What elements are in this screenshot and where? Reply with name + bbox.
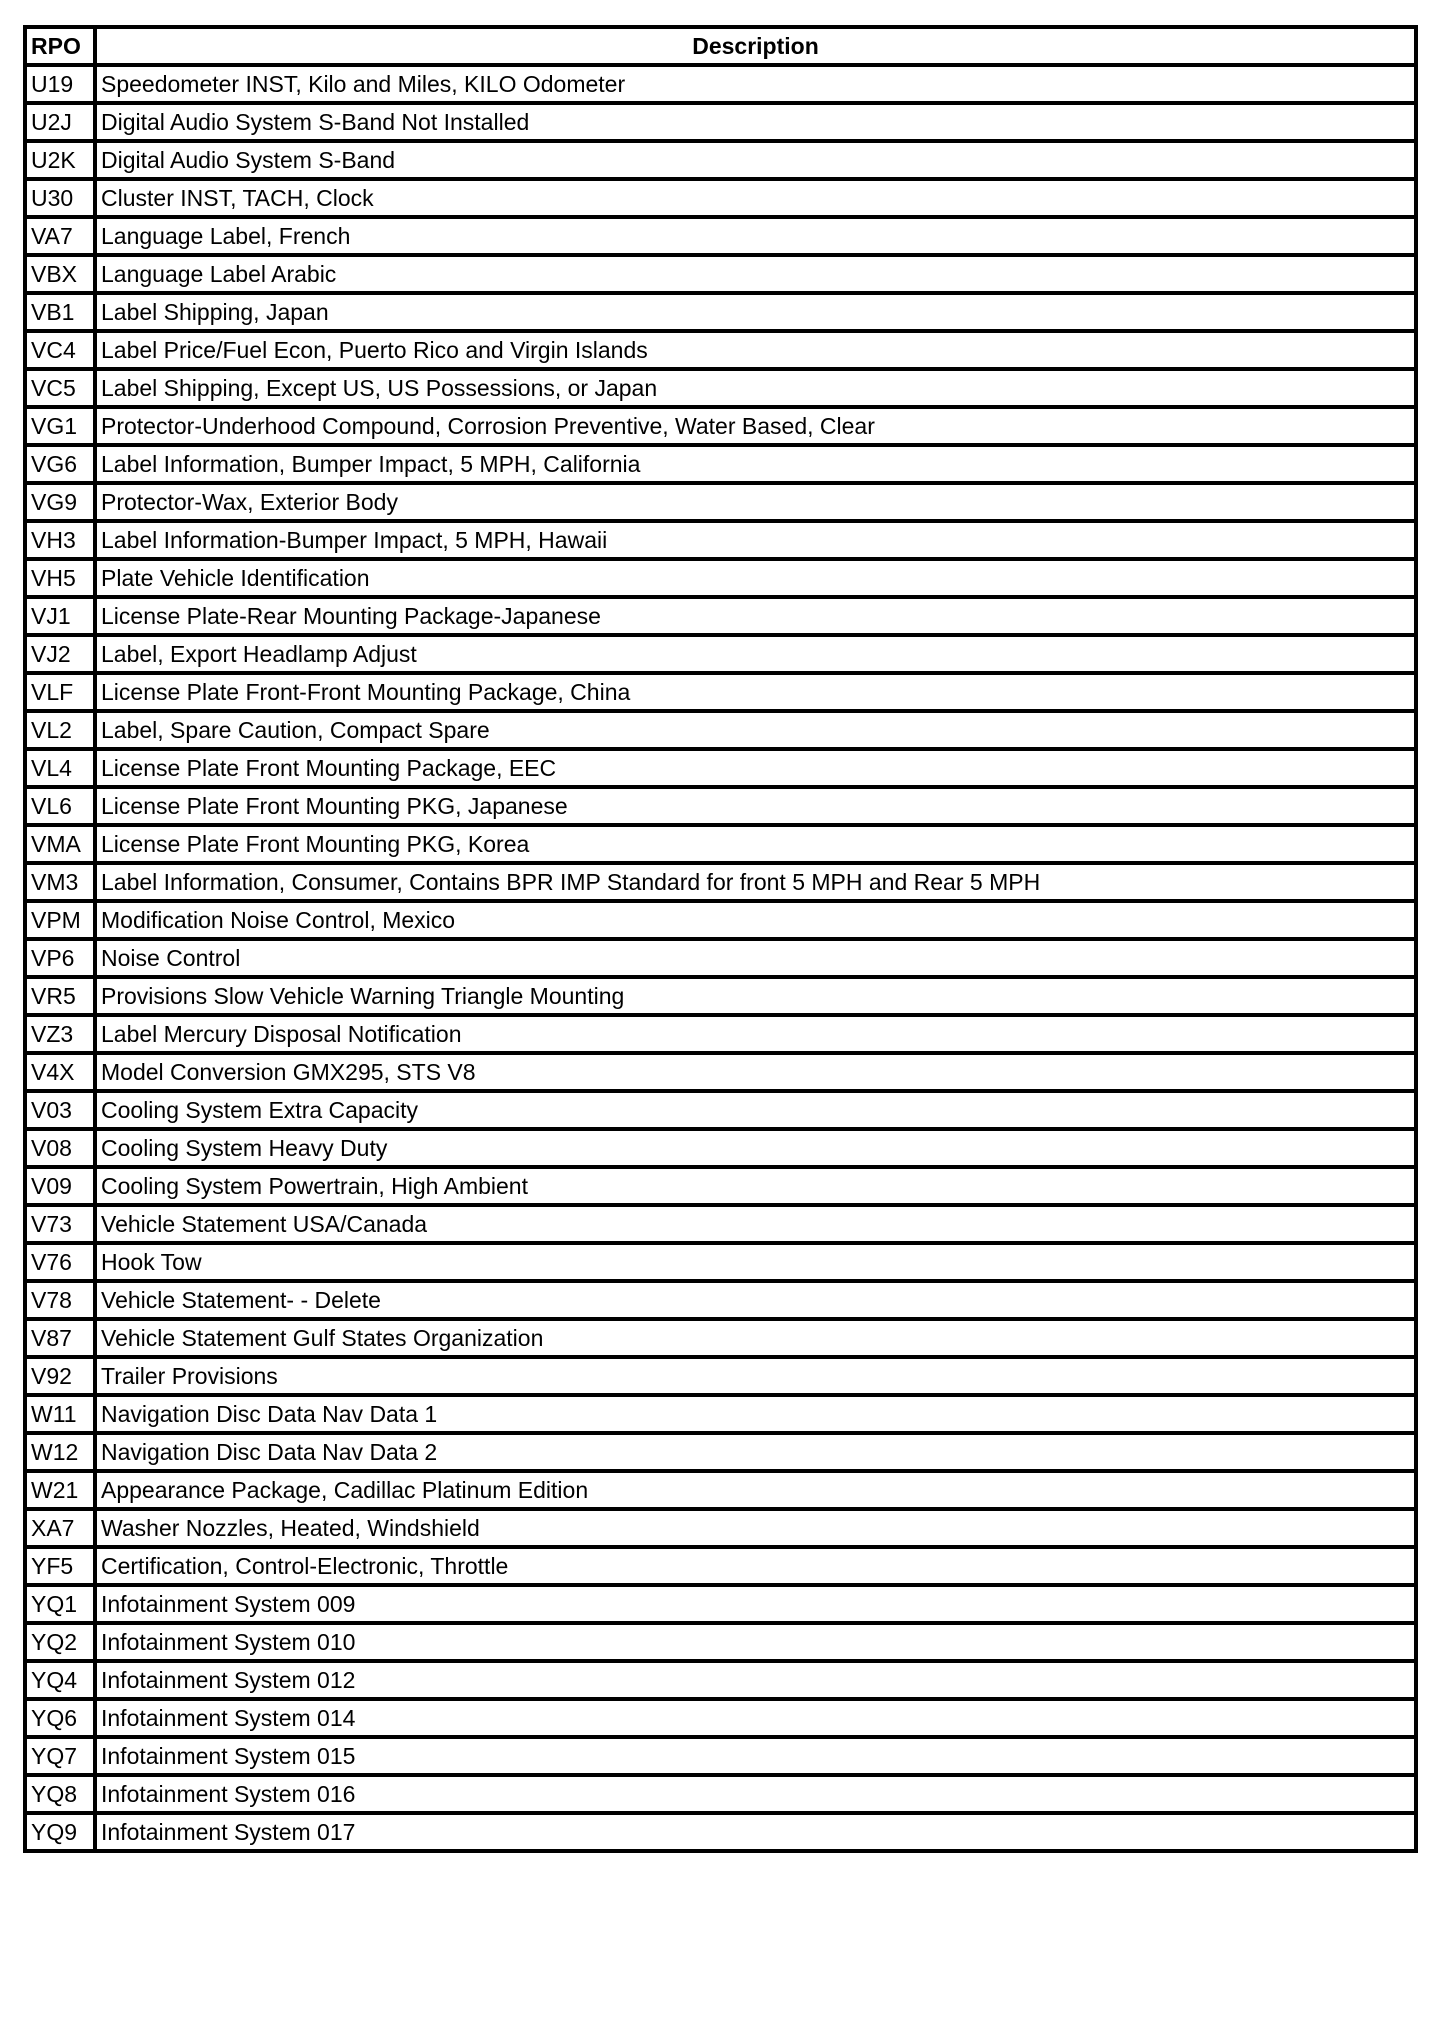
rpo-code-cell: VC5 (25, 369, 95, 407)
header-rpo: RPO (25, 27, 95, 65)
table-row (25, 331, 1416, 369)
description-cell: Language Label, French (95, 217, 1416, 255)
description-cell: Label Mercury Disposal Notification (95, 1015, 1416, 1053)
rpo-table-container (23, 25, 1414, 1853)
table-row (25, 65, 1416, 103)
table-row (25, 1091, 1416, 1129)
table-row (25, 1699, 1416, 1737)
table-row (25, 1661, 1416, 1699)
rpo-code-cell: VL4 (25, 749, 95, 787)
table-row (25, 787, 1416, 825)
table-row (25, 1053, 1416, 1091)
table-row (25, 217, 1416, 255)
description-cell: Provisions Slow Vehicle Warning Triangle Mounting (95, 977, 1416, 1015)
description-cell: Infotainment System 010 (95, 1623, 1416, 1661)
table-row (25, 179, 1416, 217)
table-row (25, 1167, 1416, 1205)
rpo-code-cell: VMA (25, 825, 95, 863)
table-row (25, 1775, 1416, 1813)
table-row (25, 293, 1416, 331)
description-cell: Model Conversion GMX295, STS V8 (95, 1053, 1416, 1091)
table-row (25, 939, 1416, 977)
description-cell: Digital Audio System S-Band Not Installed (95, 103, 1416, 141)
description-cell: Label Information, Bumper Impact, 5 MPH, California (95, 445, 1416, 483)
description-cell: Cooling System Powertrain, High Ambient (95, 1167, 1416, 1205)
rpo-code-cell: VB1 (25, 293, 95, 331)
description-cell: Navigation Disc Data Nav Data 2 (95, 1433, 1416, 1471)
table-row (25, 407, 1416, 445)
table-row (25, 521, 1416, 559)
rpo-code-cell: VC4 (25, 331, 95, 369)
table-row (25, 559, 1416, 597)
table-row (25, 1205, 1416, 1243)
rpo-code-cell: U30 (25, 179, 95, 217)
description-cell: Vehicle Statement USA/Canada (95, 1205, 1416, 1243)
rpo-code-cell: VJ1 (25, 597, 95, 635)
table-row (25, 977, 1416, 1015)
description-cell: Infotainment System 017 (95, 1813, 1416, 1851)
description-cell: Label, Export Headlamp Adjust (95, 635, 1416, 673)
rpo-code-cell: VH5 (25, 559, 95, 597)
description-cell: License Plate Front Mounting Package, EEC (95, 749, 1416, 787)
description-cell: Modification Noise Control, Mexico (95, 901, 1416, 939)
table-row (25, 445, 1416, 483)
description-cell: Label Information-Bumper Impact, 5 MPH, Hawaii (95, 521, 1416, 559)
table-row (25, 103, 1416, 141)
table-row (25, 901, 1416, 939)
table-row (25, 825, 1416, 863)
table-row (25, 749, 1416, 787)
rpo-code-cell: VPM (25, 901, 95, 939)
rpo-code-cell: VZ3 (25, 1015, 95, 1053)
rpo-code-cell: W11 (25, 1395, 95, 1433)
rpo-code-cell: VL6 (25, 787, 95, 825)
rpo-code-cell: YQ4 (25, 1661, 95, 1699)
rpo-code-cell: YQ6 (25, 1699, 95, 1737)
description-cell: Label Shipping, Japan (95, 293, 1416, 331)
description-cell: Label Shipping, Except US, US Possessions, or Japan (95, 369, 1416, 407)
rpo-code-cell: VA7 (25, 217, 95, 255)
rpo-code-cell: U2J (25, 103, 95, 141)
rpo-code-cell: YF5 (25, 1547, 95, 1585)
description-cell: Label, Spare Caution, Compact Spare (95, 711, 1416, 749)
description-cell: Washer Nozzles, Heated, Windshield (95, 1509, 1416, 1547)
description-cell: License Plate-Rear Mounting Package-Japanese (95, 597, 1416, 635)
table-row (25, 1509, 1416, 1547)
rpo-code-cell: YQ1 (25, 1585, 95, 1623)
table-row (25, 255, 1416, 293)
description-cell: Label Price/Fuel Econ, Puerto Rico and Virgin Islands (95, 331, 1416, 369)
description-cell: Speedometer INST, Kilo and Miles, KILO Odometer (95, 65, 1416, 103)
rpo-code-cell: VBX (25, 255, 95, 293)
description-cell: Certification, Control-Electronic, Throttle (95, 1547, 1416, 1585)
description-cell: Appearance Package, Cadillac Platinum Edition (95, 1471, 1416, 1509)
rpo-code-cell: VP6 (25, 939, 95, 977)
description-cell: Label Information, Consumer, Contains BPR IMP Standard for front 5 MPH and Rear 5 MPH (95, 863, 1416, 901)
header-description: Description (95, 27, 1416, 65)
rpo-code-cell: U2K (25, 141, 95, 179)
table-row (25, 1547, 1416, 1585)
description-cell: Trailer Provisions (95, 1357, 1416, 1395)
rpo-code-cell: YQ9 (25, 1813, 95, 1851)
rpo-code-cell: V78 (25, 1281, 95, 1319)
table-row (25, 1471, 1416, 1509)
rpo-code-cell: U19 (25, 65, 95, 103)
rpo-code-cell: V4X (25, 1053, 95, 1091)
rpo-code-cell: V73 (25, 1205, 95, 1243)
rpo-code-cell: YQ7 (25, 1737, 95, 1775)
description-cell: License Plate Front Mounting PKG, Korea (95, 825, 1416, 863)
rpo-code-cell: W21 (25, 1471, 95, 1509)
table-row (25, 1243, 1416, 1281)
rpo-code-cell: VR5 (25, 977, 95, 1015)
rpo-code-cell: VJ2 (25, 635, 95, 673)
rpo-code-cell: V76 (25, 1243, 95, 1281)
rpo-code-cell: V08 (25, 1129, 95, 1167)
description-cell: Hook Tow (95, 1243, 1416, 1281)
table-row (25, 1129, 1416, 1167)
table-row (25, 673, 1416, 711)
table-row (25, 597, 1416, 635)
table-row (25, 1357, 1416, 1395)
rpo-code-cell: V87 (25, 1319, 95, 1357)
rpo-code-cell: V92 (25, 1357, 95, 1395)
table-body (25, 65, 1416, 1851)
table-row (25, 1737, 1416, 1775)
rpo-code-cell: VG9 (25, 483, 95, 521)
description-cell: Language Label Arabic (95, 255, 1416, 293)
rpo-table (23, 25, 1418, 1853)
description-cell: Protector-Underhood Compound, Corrosion Preventive, Water Based, Clear (95, 407, 1416, 445)
table-row (25, 635, 1416, 673)
rpo-code-cell: YQ8 (25, 1775, 95, 1813)
table-row (25, 483, 1416, 521)
rpo-code-cell: VH3 (25, 521, 95, 559)
description-cell: Plate Vehicle Identification (95, 559, 1416, 597)
rpo-code-cell: VG6 (25, 445, 95, 483)
table-row (25, 1623, 1416, 1661)
rpo-code-cell: VLF (25, 673, 95, 711)
description-cell: Navigation Disc Data Nav Data 1 (95, 1395, 1416, 1433)
rpo-code-cell: VG1 (25, 407, 95, 445)
table-row (25, 863, 1416, 901)
rpo-code-cell: V09 (25, 1167, 95, 1205)
rpo-code-cell: VM3 (25, 863, 95, 901)
description-cell: Cluster INST, TACH, Clock (95, 179, 1416, 217)
description-cell: Infotainment System 014 (95, 1699, 1416, 1737)
table-row (25, 1281, 1416, 1319)
description-cell: Protector-Wax, Exterior Body (95, 483, 1416, 521)
rpo-code-cell: XA7 (25, 1509, 95, 1547)
table-row (25, 1015, 1416, 1053)
description-cell: Cooling System Extra Capacity (95, 1091, 1416, 1129)
description-cell: Digital Audio System S-Band (95, 141, 1416, 179)
description-cell: License Plate Front-Front Mounting Package, China (95, 673, 1416, 711)
description-cell: Noise Control (95, 939, 1416, 977)
rpo-code-cell: VL2 (25, 711, 95, 749)
rpo-code-cell: W12 (25, 1433, 95, 1471)
description-cell: Infotainment System 016 (95, 1775, 1416, 1813)
table-row (25, 1813, 1416, 1851)
description-cell: Cooling System Heavy Duty (95, 1129, 1416, 1167)
description-cell: Infotainment System 012 (95, 1661, 1416, 1699)
table-row (25, 1395, 1416, 1433)
table-row (25, 1585, 1416, 1623)
description-cell: Infotainment System 015 (95, 1737, 1416, 1775)
rpo-code-cell: V03 (25, 1091, 95, 1129)
description-cell: License Plate Front Mounting PKG, Japanese (95, 787, 1416, 825)
table-header-row (25, 27, 1416, 65)
rpo-code-cell: YQ2 (25, 1623, 95, 1661)
table-row (25, 1319, 1416, 1357)
table-row (25, 141, 1416, 179)
table-row (25, 369, 1416, 407)
description-cell: Vehicle Statement Gulf States Organization (95, 1319, 1416, 1357)
table-row (25, 1433, 1416, 1471)
description-cell: Vehicle Statement- - Delete (95, 1281, 1416, 1319)
table-row (25, 711, 1416, 749)
description-cell: Infotainment System 009 (95, 1585, 1416, 1623)
